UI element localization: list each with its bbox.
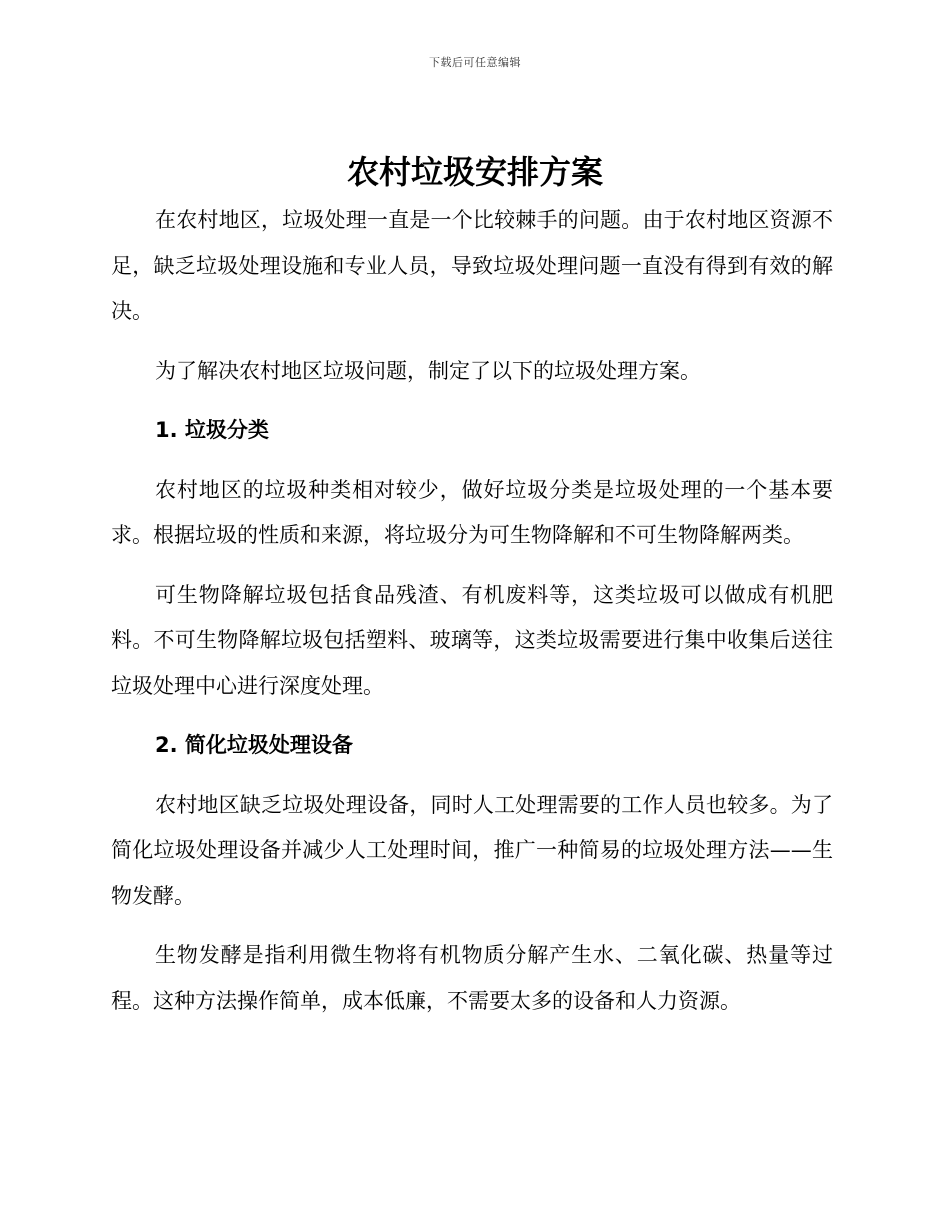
section-heading: 2. 简化垃圾处理设备 <box>155 733 353 757</box>
document-title: 农村垃圾安排方案 <box>346 153 603 191</box>
document-body <box>111 198 833 1038</box>
section-simplify-equipment <box>111 723 833 1024</box>
section-heading: 1. 垃圾分类 <box>155 418 269 442</box>
intro-paragraph: 为了解决农村地区垃圾问题，制定了以下的垃圾处理方案。 <box>155 358 701 383</box>
page-header: 下载后可任意编辑 <box>429 56 521 69</box>
section-garbage-sorting <box>111 408 833 709</box>
section-paragraph: 生物发酵是指利用微生物将有机物质分解产生水、二氧化碳、热量等过程。这种方法操作简单，成本低廉，不需要太多的设备和人力资源。 <box>111 943 833 1013</box>
section-paragraph: 农村地区缺乏垃圾处理设备，同时人工处理需要的工作人员也较多。为了简化垃圾处理设备并减少人工处理时间，推广一种简易的垃圾处理方法——生物发酵。 <box>111 792 833 908</box>
section-paragraph: 农村地区的垃圾种类相对较少，做好垃圾分类是垃圾处理的一个基本要求。根据垃圾的性质和来源，将垃圾分为可生物降解和不可生物降解两类。 <box>111 477 833 547</box>
intro-paragraph: 在农村地区，垃圾处理一直是一个比较棘手的问题。由于农村地区资源不足，缺乏垃圾处理设施和专业人员，导致垃圾处理问题一直没有得到有效的解决。 <box>111 208 833 323</box>
section-paragraph: 可生物降解垃圾包括食品残渣、有机废料等，这类垃圾可以做成有机肥料。不可生物降解垃圾包括塑料、玻璃等，这类垃圾需要进行集中收集后送往垃圾处理中心进行深度处理。 <box>111 582 833 698</box>
